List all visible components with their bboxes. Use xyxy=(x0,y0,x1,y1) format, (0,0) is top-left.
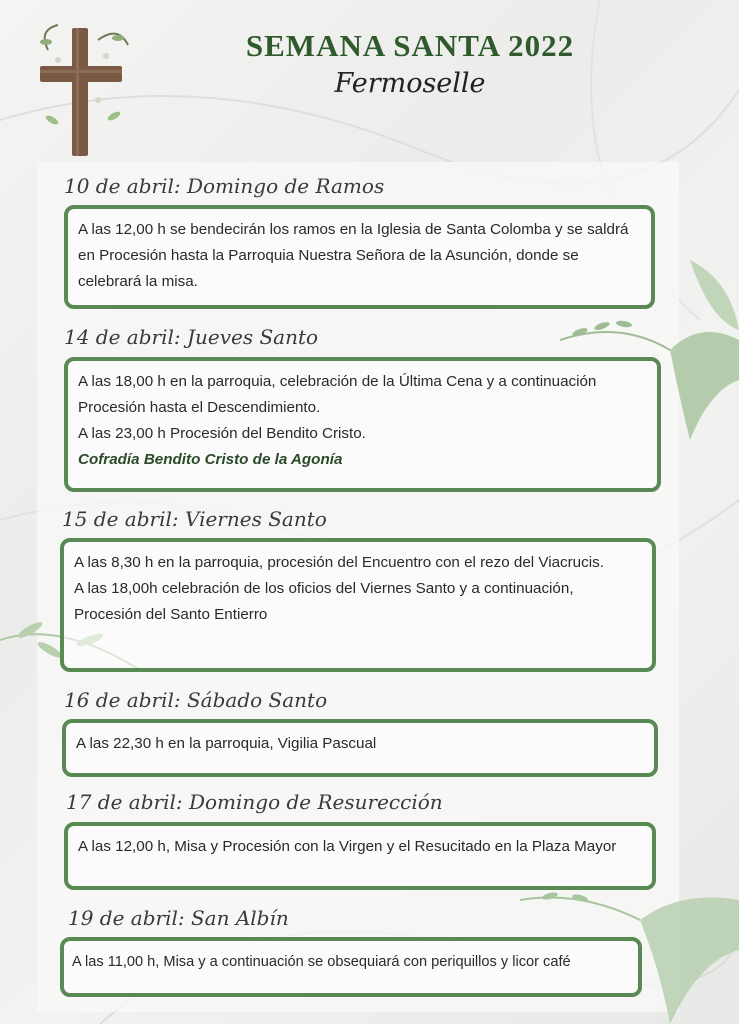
event-heading: 15 de abril: Viernes Santo xyxy=(62,507,327,531)
event-box xyxy=(64,822,656,890)
event-note: Cofradía Bendito Cristo de la Agonía xyxy=(78,451,343,468)
event-box xyxy=(60,937,642,997)
page-title: SEMANA SANTA 2022 xyxy=(245,28,575,63)
event-heading: 19 de abril: San Albín xyxy=(68,906,289,930)
event-heading: 16 de abril: Sábado Santo xyxy=(64,688,328,712)
event-box xyxy=(60,538,656,672)
event-text: A las 18,00h celebración de los oficios del Viernes Santo y a continuación, Procesión del Santo Entierro xyxy=(74,580,574,623)
event-box xyxy=(64,357,661,492)
event-text: A las 23,00 h Procesión del Bendito Cristo. xyxy=(78,425,366,442)
event-text: A las 12,00 h, Misa y Procesión con la Virgen y el Resucitado en la Plaza Mayor xyxy=(78,838,617,855)
event-heading: 14 de abril: Jueves Santo xyxy=(64,325,319,349)
event-text: A las 22,30 h en la parroquia, Vigilia Pascual xyxy=(76,735,377,752)
event-box xyxy=(62,719,658,777)
event-text: A las 18,00 h en la parroquia, celebración de la Última Cena y a continuación Procesión hasta el Descendimiento. xyxy=(78,373,597,416)
event-heading: 17 de abril: Domingo de Resurección xyxy=(66,790,443,814)
event-text: A las 8,30 h en la parroquia, procesión del Encuentro con el rezo del Viacrucis. xyxy=(74,554,604,571)
event-heading: 10 de abril: Domingo de Ramos xyxy=(64,174,385,198)
page-subtitle: Fermoselle xyxy=(334,68,486,99)
event-text: A las 11,00 h, Misa y a continuación se obsequiará con periquillos y licor café xyxy=(72,954,571,970)
event-text: A las 12,00 h se bendecirán los ramos en la Iglesia de Santa Colomba y se saldrá en Procesión hasta la Parroquia Nuestra Señora de la Asunción, donde se celebrará la misa. xyxy=(78,221,629,290)
header xyxy=(160,28,660,99)
event-box xyxy=(64,205,655,309)
cross-icon xyxy=(28,20,138,160)
